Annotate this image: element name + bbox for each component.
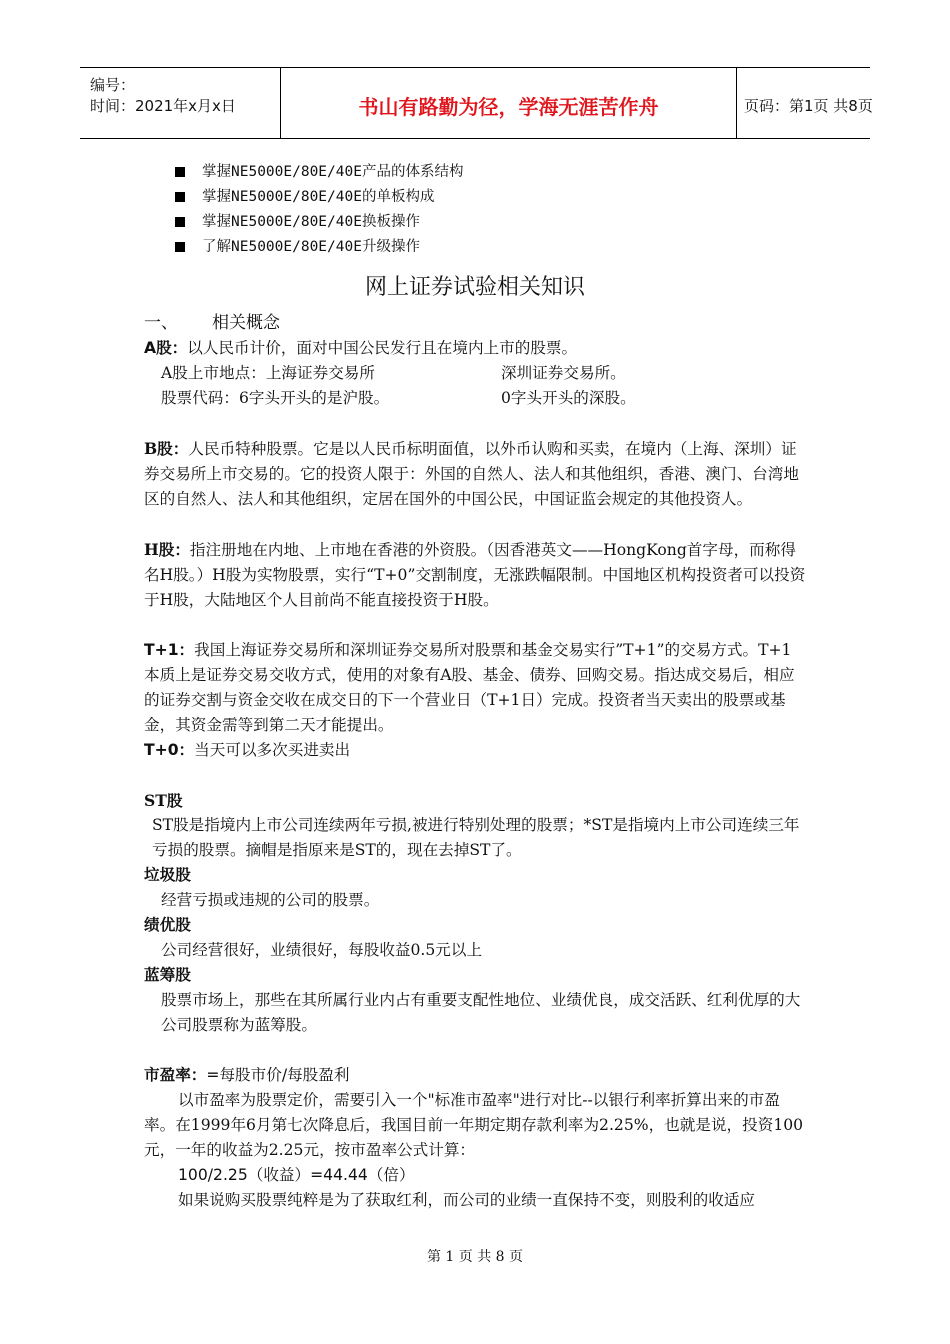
h-share-definition xyxy=(144,537,807,613)
list-item-text: 了解NE5000E/80E/40E升级操作 xyxy=(202,239,420,255)
header-page-info: 页码：第1页 共8页 xyxy=(744,97,873,115)
a-share-place-2: 深圳证券交易所。 xyxy=(501,364,626,382)
square-bullet-icon xyxy=(175,242,185,252)
term-label: T+1： xyxy=(144,641,195,659)
pe-paragraph-1: 以市盈率为股票定价，需要引入一个"标准市盈率"进行对比--以银行利率折算出来的市盈率。在1999年6月第七次降息后，我国目前一年期定期存款利率为2.25%，也就是说，投资100元，一年的收益为2.25元，按市盈率公式计算： xyxy=(144,1091,804,1159)
list-item xyxy=(175,235,463,260)
list-item-text: 掌握NE5000E/80E/40E产品的体系结构 xyxy=(202,164,464,180)
list-item-text: 掌握NE5000E/80E/40E换板操作 xyxy=(202,214,420,230)
pe-definition xyxy=(144,1063,807,1088)
blue-perf-definition: 公司经营很好，业绩很好，每股收益0.5元以上 xyxy=(161,941,483,959)
list-item xyxy=(175,210,463,235)
header-motto: 书山有路勤为径，学海无涯苦作舟 xyxy=(358,95,659,119)
term-definition: 我国上海证券交易所和深圳证券交易所对股票和基金交易实行”T+1”的交易方式。T+1本质上是证券交易交收方式，使用的对象有A股、基金、债券、回购交易。指达成交易后，相应的证券交割与资金交收在成交日的下一个营业日（T+1日）完成。投资者当天卖出的股票或基金，其资金需等到第二天才能提出。 xyxy=(144,641,795,734)
page-footer: 第 1 页 共 8 页 xyxy=(426,1249,524,1265)
square-bullet-icon xyxy=(175,167,185,177)
t0-definition xyxy=(144,738,807,763)
term-label: B股： xyxy=(144,439,189,458)
pe-formula: =每股市价/每股盈利 xyxy=(206,1066,350,1084)
list-item xyxy=(175,185,463,210)
junk-definition: 经营亏损或违规的公司的股票。 xyxy=(161,891,380,909)
objectives-list xyxy=(175,160,463,260)
header-left-cell xyxy=(80,68,280,138)
list-item-text: 掌握NE5000E/80E/40E的单板构成 xyxy=(202,189,435,205)
section-heading xyxy=(144,310,807,336)
blue-chip-definition: 股票市场上，那些在其所属行业内占有重要支配性地位、业绩优良，成交活跃、红利优厚的大公司股票称为蓝筹股。 xyxy=(161,991,801,1034)
blue-chip-heading: 蓝筹股 xyxy=(144,966,191,984)
square-bullet-icon xyxy=(175,192,185,202)
term-label: 市盈率： xyxy=(144,1066,207,1084)
junk-heading: 垃圾股 xyxy=(144,866,191,884)
term-definition: 人民币特种股票。它是以人民币标明面值，以外币认购和买卖，在境内（上海、深圳）证券交易所上市交易的。它的投资人限于：外国的自然人、法人和其他组织，香港、澳门、台湾地区的自然人、法人和其他组织，定居在国外的中国公民，中国证监会规定的其他投资人。 xyxy=(144,440,799,508)
list-item xyxy=(175,160,463,185)
header-center-cell xyxy=(280,68,737,138)
term-definition: 以人民币计价，面对中国公民发行且在境内上市的股票。 xyxy=(187,339,578,357)
a-share-codes xyxy=(144,386,807,411)
section-label: 相关概念 xyxy=(212,313,280,333)
a-share-code-2: 0字头开头的深股。 xyxy=(501,389,636,407)
a-share-code-1: 股票代码：6字头开头的是沪股。 xyxy=(161,389,390,407)
pe-calculation: 100/2.25（收益）=44.44（倍） xyxy=(178,1166,415,1184)
a-share-places xyxy=(144,361,807,386)
b-share-definition xyxy=(144,436,807,512)
pe-paragraph-2: 如果说购买股票纯粹是为了获取红利，而公司的业绩一直保持不变，则股利的收适应 xyxy=(178,1191,755,1209)
document-date-label: 时间：2021年x月x日 xyxy=(90,97,236,115)
t1-definition xyxy=(144,638,807,738)
a-share-definition xyxy=(144,336,807,361)
document-body xyxy=(144,310,807,1213)
st-heading: ST股 xyxy=(144,791,183,810)
square-bullet-icon xyxy=(175,217,185,227)
term-label: T+0： xyxy=(144,741,195,759)
header-right-cell xyxy=(737,68,873,138)
term-label: A股： xyxy=(144,339,188,357)
st-definition: ST股是指境内上市公司连续两年亏损,被进行特别处理的股票；*ST是指境内上市公司连续三年亏损的股票。摘帽是指原来是ST的，现在去掉ST了。 xyxy=(152,816,800,859)
blue-perf-heading: 绩优股 xyxy=(144,916,191,934)
term-label: H股： xyxy=(144,540,190,559)
a-share-place-1: A股上市地点：上海证券交易所 xyxy=(161,364,375,382)
document-header xyxy=(80,67,873,139)
section-number: 一、 xyxy=(144,313,178,333)
document-number-label: 编号： xyxy=(90,76,136,94)
document-title: 网上证券试验相关知识 xyxy=(364,275,585,300)
term-definition: 当天可以多次买进卖出 xyxy=(194,741,351,759)
term-definition: 指注册地在内地、上市地在香港的外资股。（因香港英文——HongKong首字母，而称得名H股。）H股为实物股票，实行“T+0”交割制度，无涨跌幅限制。中国地区机构投资者可以投资于H股，大陆地区个人目前尚不能直接投资于H股。 xyxy=(144,541,806,609)
